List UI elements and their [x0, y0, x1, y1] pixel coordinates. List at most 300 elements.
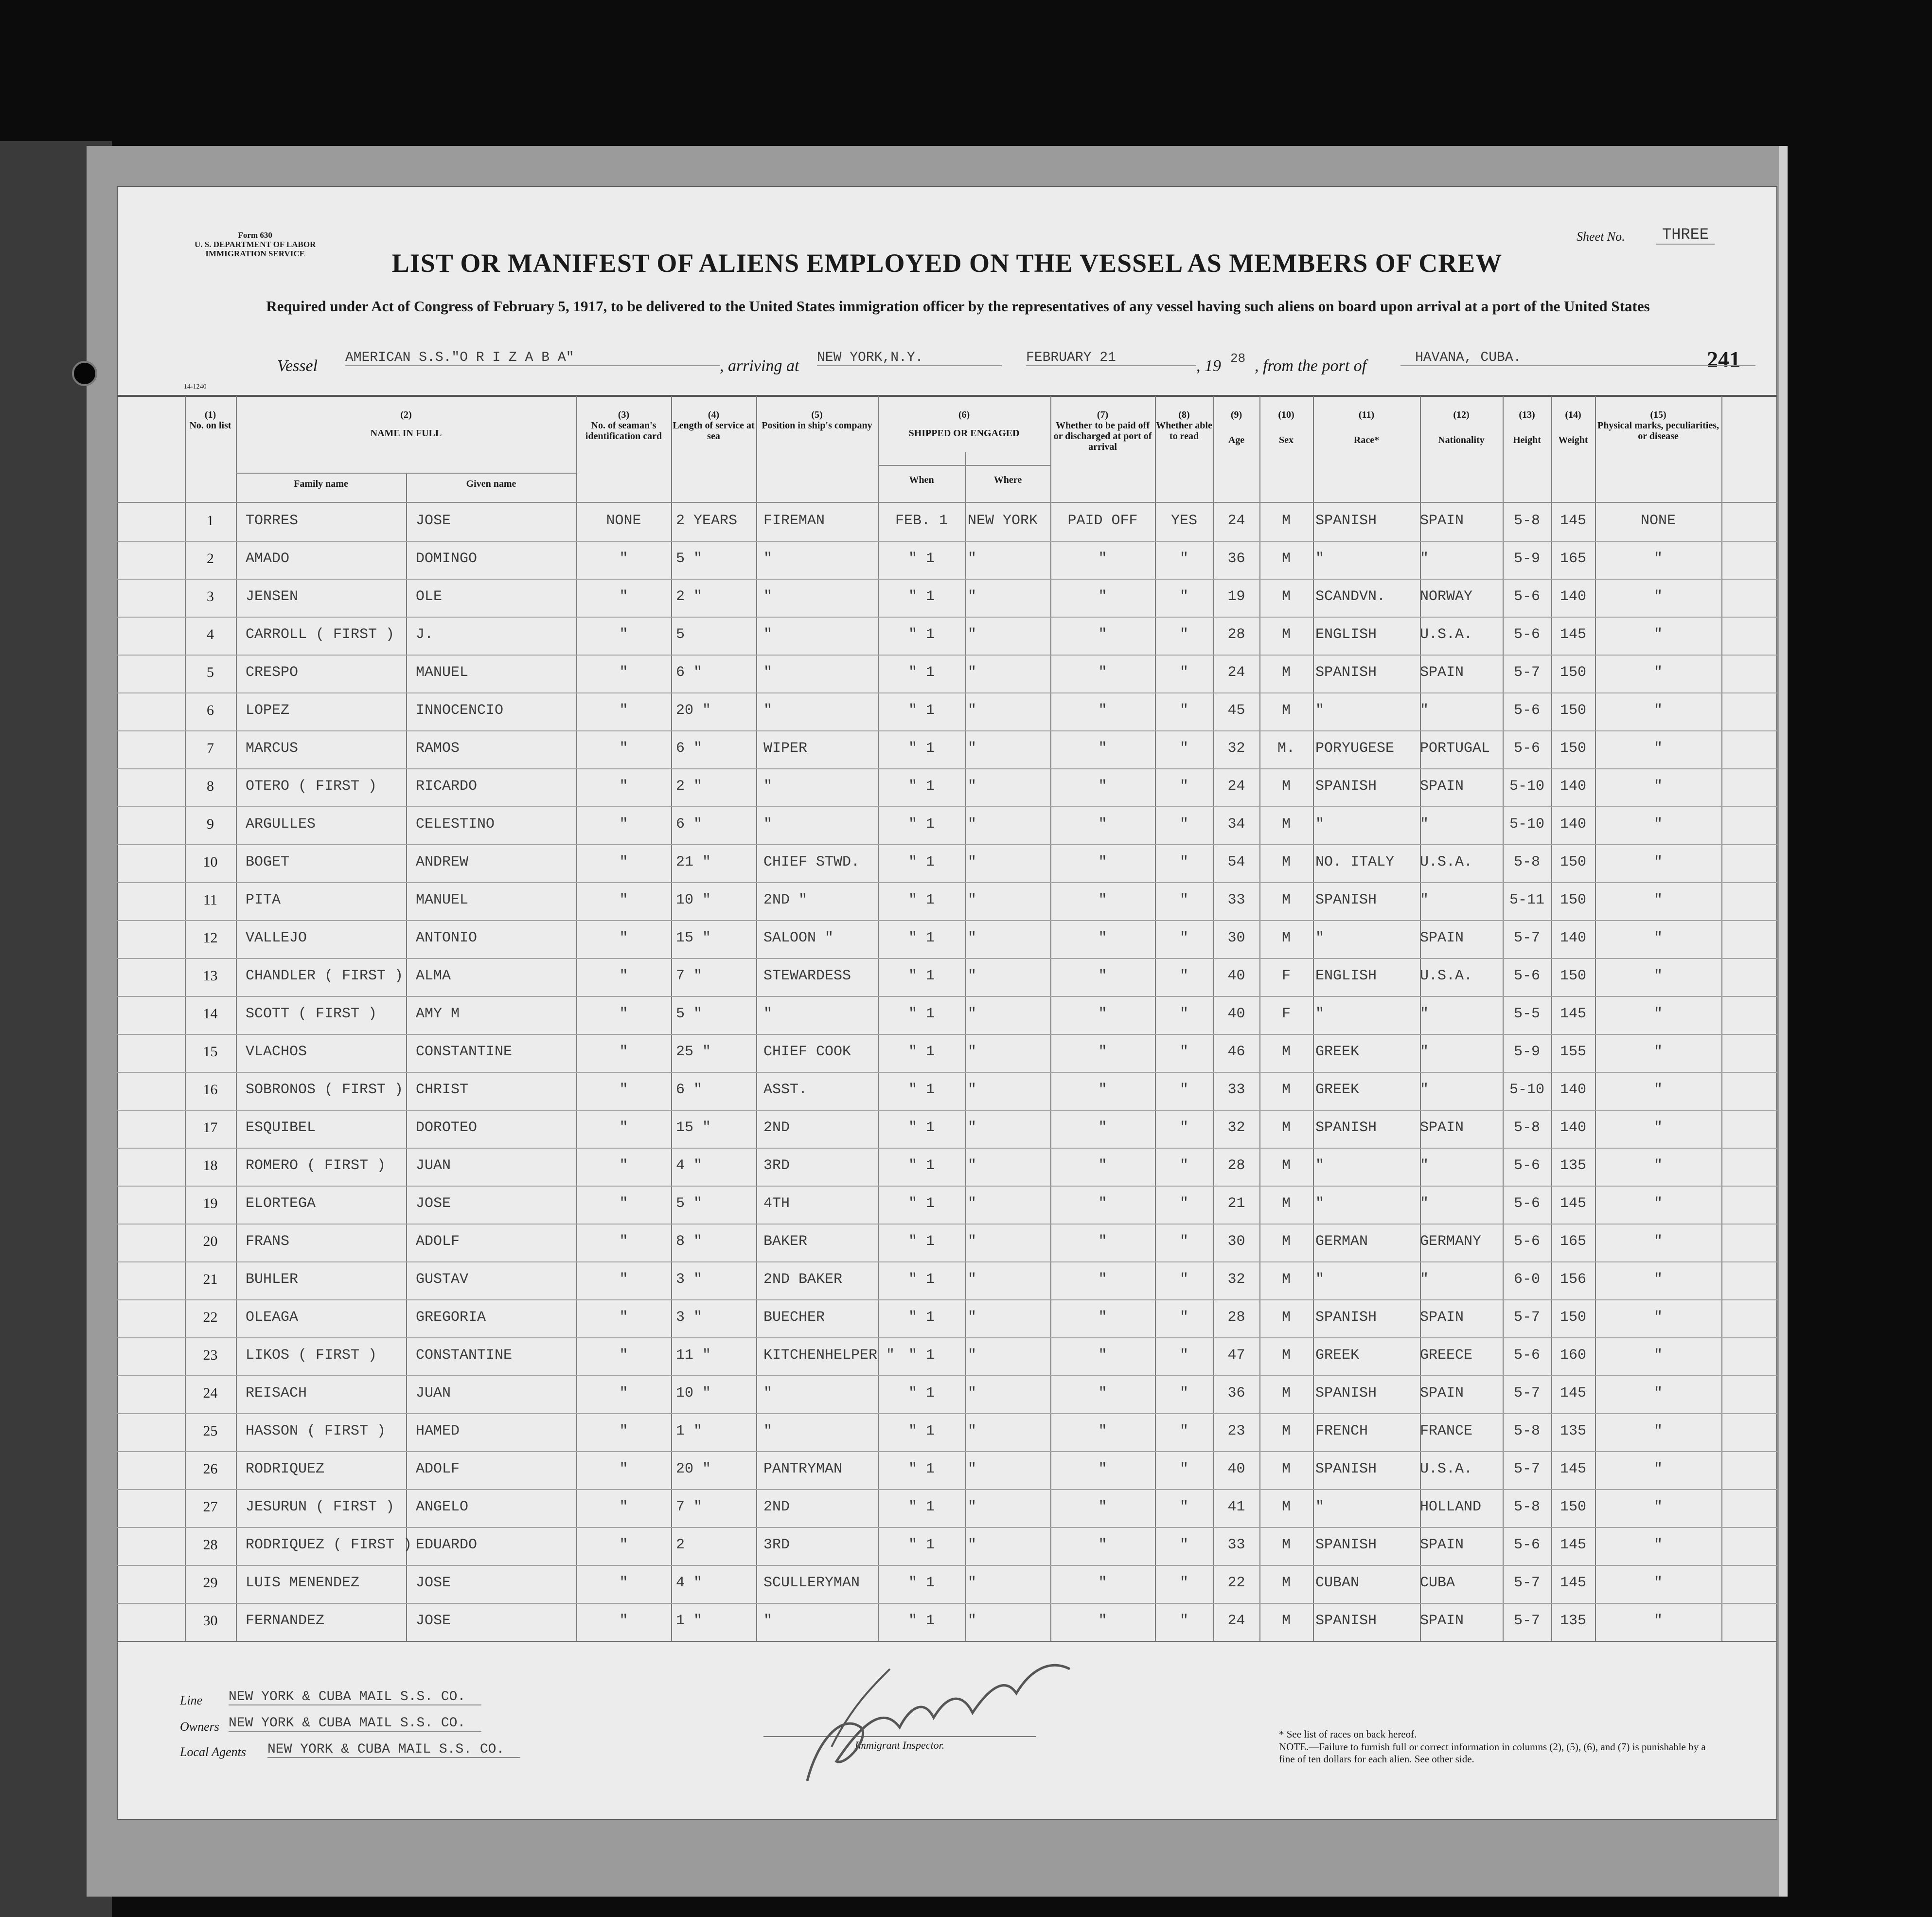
cell-paid: " — [1098, 1575, 1107, 1591]
cell-no: 3 — [207, 588, 214, 604]
table-row — [117, 1565, 1777, 1604]
col-age-header: (9) Age — [1228, 409, 1245, 445]
cell-nationality: FRANCE — [1420, 1423, 1473, 1439]
cell-race: SPANISH — [1315, 892, 1377, 908]
cell-where: " — [968, 1157, 977, 1174]
cell-position: 4TH — [763, 1195, 790, 1212]
cell-service: 7 " — [676, 1499, 703, 1515]
cell-given: CONSTANTINE — [416, 1347, 513, 1364]
cell-age: 34 — [1227, 816, 1245, 833]
cell-no: 1 — [207, 513, 214, 529]
col-family-header: Family name — [294, 479, 348, 489]
cell-paid: " — [1098, 1271, 1107, 1288]
cell-where: " — [968, 892, 977, 908]
table-row — [117, 1148, 1777, 1187]
cell-marks: " — [1653, 1233, 1663, 1250]
cell-read: " — [1179, 1347, 1188, 1364]
arriving-label: , arriving at — [720, 357, 799, 375]
cell-family: BUHLER — [246, 1271, 299, 1288]
cell-marks: " — [1653, 1195, 1663, 1212]
cell-height: 5-6 — [1513, 740, 1540, 757]
cell-height: 5-6 — [1513, 1157, 1540, 1174]
cell-where: " — [968, 1499, 977, 1515]
cell-marks: " — [1653, 550, 1663, 567]
table-row — [117, 579, 1777, 618]
cell-nationality: SPAIN — [1420, 930, 1464, 946]
cell-no: 8 — [207, 778, 214, 794]
cell-age: 24 — [1227, 513, 1245, 529]
cell-given: ANTONIO — [416, 930, 478, 946]
cell-age: 32 — [1227, 1271, 1245, 1288]
cell-nationality: SPAIN — [1420, 1613, 1464, 1629]
owners-label: Owners — [180, 1720, 219, 1734]
from-label: , from the port of — [1255, 357, 1367, 375]
cell-sex: M — [1281, 513, 1291, 529]
col-sex-header: (10) Sex — [1278, 409, 1294, 445]
cell-paid: " — [1098, 1233, 1107, 1250]
cell-weight: 155 — [1560, 1044, 1586, 1060]
cell-service: 21 " — [676, 854, 711, 870]
cell-age: 28 — [1227, 1309, 1245, 1326]
arriving-port: NEW YORK,N.Y. — [817, 350, 1002, 366]
cell-sex: M — [1281, 1157, 1291, 1174]
cell-given: GREGORIA — [416, 1309, 486, 1326]
cell-read: " — [1179, 1157, 1188, 1174]
cell-paid: " — [1098, 1385, 1107, 1402]
cell-when: " 1 — [908, 1271, 935, 1288]
cell-position: 2ND — [763, 1499, 790, 1515]
cell-marks: " — [1653, 1271, 1663, 1288]
cell-given: MANUEL — [416, 664, 469, 681]
cell-no: 7 — [207, 740, 214, 756]
cell-family: RODRIQUEZ — [246, 1461, 325, 1477]
cell-weight: 140 — [1560, 930, 1586, 946]
cell-position: " — [763, 1613, 773, 1629]
cell-paid: PAID OFF — [1067, 513, 1138, 529]
cell-marks: NONE — [1640, 513, 1676, 529]
cell-race: PORYUGESE — [1315, 740, 1395, 757]
cell-weight: 165 — [1560, 550, 1586, 567]
cell-where: " — [968, 816, 977, 833]
col-when-header: When — [909, 475, 934, 485]
cell-where: " — [968, 626, 977, 643]
cell-race: " — [1315, 1271, 1325, 1288]
cell-card: " — [619, 588, 628, 605]
cell-card: " — [619, 1347, 628, 1364]
cell-marks: " — [1653, 740, 1663, 757]
cell-read: " — [1179, 892, 1188, 908]
cell-no: 17 — [203, 1119, 218, 1136]
cell-weight: 150 — [1560, 740, 1586, 757]
cell-sex: M — [1281, 854, 1291, 870]
cell-when: " 1 — [908, 588, 935, 605]
cell-read: " — [1179, 626, 1188, 643]
cell-family: CARROLL ( FIRST ) — [246, 626, 395, 643]
table-row — [117, 1375, 1777, 1414]
cell-given: INNOCENCIO — [416, 702, 504, 719]
cell-race: SPANISH — [1315, 1461, 1377, 1477]
cell-race: " — [1315, 1499, 1325, 1515]
cell-position: SALOON " — [763, 930, 834, 946]
cell-service: 5 " — [676, 1006, 703, 1022]
cell-position: " — [763, 816, 773, 833]
cell-paid: " — [1098, 740, 1107, 757]
cell-marks: " — [1653, 1385, 1663, 1402]
cell-weight: 145 — [1560, 1006, 1586, 1022]
cell-no: 15 — [203, 1044, 218, 1060]
cell-card: " — [619, 892, 628, 908]
cell-no: 16 — [203, 1082, 218, 1098]
cell-read: " — [1179, 1309, 1188, 1326]
cell-nationality: GREECE — [1420, 1347, 1473, 1364]
cell-when: " 1 — [908, 854, 935, 870]
cell-position: ASST. — [763, 1082, 808, 1098]
cell-service: 15 " — [676, 1119, 711, 1136]
cell-nationality: SPAIN — [1420, 1309, 1464, 1326]
cell-family: BOGET — [246, 854, 290, 870]
cell-sex: M — [1281, 626, 1291, 643]
cell-race: GERMAN — [1315, 1233, 1368, 1250]
cell-no: 6 — [207, 702, 214, 718]
col-read-header: (8) Whether able to read — [1156, 409, 1212, 442]
cell-no: 10 — [203, 854, 218, 870]
cell-family: JENSEN — [246, 588, 299, 605]
cell-weight: 150 — [1560, 702, 1586, 719]
cell-when: " 1 — [908, 1044, 935, 1060]
cell-paid: " — [1098, 1044, 1107, 1060]
cell-sex: F — [1281, 1006, 1291, 1022]
cell-paid: " — [1098, 816, 1107, 833]
cell-family: OTERO ( FIRST ) — [246, 778, 377, 795]
cell-family: LIKOS ( FIRST ) — [246, 1347, 377, 1364]
cell-service: 6 " — [676, 740, 703, 757]
cell-paid: " — [1098, 854, 1107, 870]
cell-when: " 1 — [908, 702, 935, 719]
cell-marks: " — [1653, 778, 1663, 795]
cell-weight: 145 — [1560, 626, 1586, 643]
cell-age: 30 — [1227, 930, 1245, 946]
cell-nationality: SPAIN — [1420, 1385, 1464, 1402]
cell-paid: " — [1098, 550, 1107, 567]
cell-age: 21 — [1227, 1195, 1245, 1212]
cell-when: " 1 — [908, 1195, 935, 1212]
cell-height: 5-6 — [1513, 702, 1540, 719]
cell-race: ENGLISH — [1315, 968, 1377, 984]
cell-weight: 140 — [1560, 778, 1586, 795]
cell-weight: 140 — [1560, 816, 1586, 833]
cell-family: RODRIQUEZ ( FIRST ) — [246, 1537, 412, 1553]
cell-marks: " — [1653, 1006, 1663, 1022]
cell-read: " — [1179, 702, 1188, 719]
col-height-header: (13) Height — [1513, 409, 1541, 445]
cell-height: 5-10 — [1509, 1082, 1544, 1098]
cell-when: " 1 — [908, 1461, 935, 1477]
stamp-number: 241 — [1707, 347, 1740, 372]
cell-nationality: GERMANY — [1420, 1233, 1482, 1250]
cell-nationality: SPAIN — [1420, 778, 1464, 795]
cell-given: ALMA — [416, 968, 451, 984]
cell-age: 36 — [1227, 550, 1245, 567]
cell-weight: 135 — [1560, 1423, 1586, 1439]
cell-nationality: U.S.A. — [1420, 626, 1473, 643]
cell-when: " 1 — [908, 1423, 935, 1439]
cell-marks: " — [1653, 702, 1663, 719]
cell-sex: M — [1281, 550, 1291, 567]
cell-where: " — [968, 702, 977, 719]
col-service-header: (4) Length of service at sea — [673, 409, 755, 442]
cell-position: " — [763, 1006, 773, 1022]
cell-given: CONSTANTINE — [416, 1044, 513, 1060]
header-rule — [117, 395, 1777, 397]
cell-marks: " — [1653, 1575, 1663, 1591]
cell-card: " — [619, 1575, 628, 1591]
cell-marks: " — [1653, 968, 1663, 984]
cell-where: " — [968, 1271, 977, 1288]
cell-family: SCOTT ( FIRST ) — [246, 1006, 377, 1022]
cell-read: " — [1179, 1575, 1188, 1591]
cell-position: PANTRYMAN — [763, 1461, 843, 1477]
cell-marks: " — [1653, 1157, 1663, 1174]
cell-family: AMADO — [246, 550, 290, 567]
cell-position: " — [763, 702, 773, 719]
cell-service: 25 " — [676, 1044, 711, 1060]
cell-nationality: " — [1420, 702, 1429, 719]
cell-given: JUAN — [416, 1157, 451, 1174]
cell-service: 2 " — [676, 778, 703, 795]
cell-family: HASSON ( FIRST ) — [246, 1423, 386, 1439]
cell-race: SPANISH — [1315, 1309, 1377, 1326]
cell-race: " — [1315, 550, 1325, 567]
cell-family: TORRES — [246, 513, 299, 529]
table-row — [117, 617, 1777, 656]
cell-family: JESURUN ( FIRST ) — [246, 1499, 395, 1515]
cell-sex: M — [1281, 778, 1291, 795]
table-row — [117, 1337, 1777, 1376]
cell-when: " 1 — [908, 1082, 935, 1098]
cell-height: 5-8 — [1513, 513, 1540, 529]
cell-height: 5-8 — [1513, 1423, 1540, 1439]
cell-family: CHANDLER ( FIRST ) — [246, 968, 404, 984]
cell-position: " — [763, 1385, 773, 1402]
agents-value: NEW YORK & CUBA MAIL S.S. CO. — [267, 1742, 520, 1758]
inspector-signature — [788, 1640, 1128, 1795]
line-label: Line — [180, 1693, 203, 1707]
table-row — [117, 1527, 1777, 1566]
cell-paid: " — [1098, 664, 1107, 681]
cell-card: " — [619, 816, 628, 833]
cell-position: " — [763, 588, 773, 605]
cell-marks: " — [1653, 892, 1663, 908]
cell-read: " — [1179, 968, 1188, 984]
cell-where: " — [968, 1233, 977, 1250]
cell-given: J. — [416, 626, 434, 643]
cell-given: CHRIST — [416, 1082, 469, 1098]
cell-given: JOSE — [416, 513, 451, 529]
cell-service: 5 — [676, 626, 685, 643]
cell-where: " — [968, 1006, 977, 1022]
line-value: NEW YORK & CUBA MAIL S.S. CO. — [229, 1689, 481, 1705]
cell-sex: M — [1281, 702, 1291, 719]
col-given-header: Given name — [466, 479, 516, 489]
table-row — [117, 1034, 1777, 1073]
cell-position: " — [763, 1423, 773, 1439]
owners-value: NEW YORK & CUBA MAIL S.S. CO. — [229, 1716, 481, 1732]
cell-given: JUAN — [416, 1385, 451, 1402]
cell-nationality: " — [1420, 1195, 1429, 1212]
cell-when: FEB. 1 — [895, 513, 948, 529]
cell-position: 2ND — [763, 1119, 790, 1136]
cell-read: " — [1179, 1119, 1188, 1136]
table-row — [117, 692, 1777, 731]
cell-marks: " — [1653, 854, 1663, 870]
cell-card: " — [619, 1499, 628, 1515]
cell-paid: " — [1098, 778, 1107, 795]
cell-read: " — [1179, 1461, 1188, 1477]
table-row — [117, 1413, 1777, 1452]
cell-where: " — [968, 1309, 977, 1326]
cell-height: 5-10 — [1509, 778, 1544, 795]
cell-paid: " — [1098, 1461, 1107, 1477]
cell-position: 3RD — [763, 1537, 790, 1553]
cell-marks: " — [1653, 1499, 1663, 1515]
cell-weight: 165 — [1560, 1233, 1586, 1250]
cell-position: 3RD — [763, 1157, 790, 1174]
cell-age: 22 — [1227, 1575, 1245, 1591]
cell-card: " — [619, 1309, 628, 1326]
cell-read: YES — [1170, 513, 1197, 529]
sheet-number: THREE — [1656, 226, 1715, 245]
cell-nationality: PORTUGAL — [1420, 740, 1490, 757]
col-race-header: (11) Race* — [1353, 409, 1380, 445]
cell-paid: " — [1098, 1195, 1107, 1212]
cell-height: 5-6 — [1513, 1195, 1540, 1212]
cell-no: 26 — [203, 1461, 218, 1477]
cell-card: " — [619, 1461, 628, 1477]
cell-paid: " — [1098, 588, 1107, 605]
cell-race: SPANISH — [1315, 513, 1377, 529]
cell-given: ANGELO — [416, 1499, 469, 1515]
cell-given: JOSE — [416, 1575, 451, 1591]
cell-sex: M — [1281, 1082, 1291, 1098]
cell-service: 6 " — [676, 816, 703, 833]
cell-age: 23 — [1227, 1423, 1245, 1439]
cell-where: " — [968, 930, 977, 946]
cell-no: 12 — [203, 930, 218, 946]
cell-marks: " — [1653, 1613, 1663, 1629]
cell-given: JOSE — [416, 1613, 451, 1629]
cell-when: " 1 — [908, 1385, 935, 1402]
cell-paid: " — [1098, 1309, 1107, 1326]
service: IMMIGRATION SERVICE — [205, 249, 305, 258]
cell-nationality: HOLLAND — [1420, 1499, 1482, 1515]
cell-no: 21 — [203, 1271, 218, 1287]
table-row — [117, 920, 1777, 959]
cell-weight: 150 — [1560, 1309, 1586, 1326]
cell-nationality: " — [1420, 1044, 1429, 1060]
cell-when: " 1 — [908, 1537, 935, 1553]
cell-read: " — [1179, 550, 1188, 567]
cell-when: " 1 — [908, 1575, 935, 1591]
cell-age: 30 — [1227, 1233, 1245, 1250]
cell-no: 23 — [203, 1347, 218, 1363]
cell-sex: M — [1281, 816, 1291, 833]
cell-card: " — [619, 1271, 628, 1288]
cell-position: CHIEF COOK — [763, 1044, 851, 1060]
cell-where: " — [968, 1613, 977, 1629]
cell-when: " 1 — [908, 626, 935, 643]
cell-position: BUECHER — [763, 1309, 825, 1326]
cell-where: " — [968, 1461, 977, 1477]
cell-service: 20 " — [676, 1461, 711, 1477]
cell-height: 5-6 — [1513, 588, 1540, 605]
cell-position: " — [763, 778, 773, 795]
cell-service: 2 YEARS — [676, 513, 738, 529]
cell-family: LOPEZ — [246, 702, 290, 719]
cell-sex: M — [1281, 1613, 1291, 1629]
cell-when: " 1 — [908, 740, 935, 757]
cell-height: 5-7 — [1513, 664, 1540, 681]
cell-where: " — [968, 1044, 977, 1060]
cell-height: 5-6 — [1513, 1233, 1540, 1250]
cell-card: " — [619, 664, 628, 681]
cell-nationality: " — [1420, 550, 1429, 567]
col-marks-header: (15) Physical marks, peculiarities, or disease — [1597, 409, 1719, 442]
cell-marks: " — [1653, 1537, 1663, 1553]
cell-read: " — [1179, 1499, 1188, 1515]
cell-given: ADOLF — [416, 1461, 460, 1477]
table-row — [117, 503, 1777, 542]
cell-when: " 1 — [908, 1309, 935, 1326]
cell-read: " — [1179, 930, 1188, 946]
cell-service: 1 " — [676, 1613, 703, 1629]
cell-when: " 1 — [908, 1157, 935, 1174]
cell-age: 40 — [1227, 968, 1245, 984]
cell-paid: " — [1098, 1423, 1107, 1439]
cell-age: 24 — [1227, 778, 1245, 795]
cell-service: 11 " — [676, 1347, 711, 1364]
cell-no: 9 — [207, 816, 214, 832]
cell-position: BAKER — [763, 1233, 808, 1250]
cell-height: 5-6 — [1513, 1347, 1540, 1364]
cell-height: 5-7 — [1513, 1309, 1540, 1326]
cell-family: PITA — [246, 892, 281, 908]
table-row — [117, 768, 1777, 807]
cell-age: 36 — [1227, 1385, 1245, 1402]
cell-marks: " — [1653, 664, 1663, 681]
sub-header-rule — [878, 465, 1050, 466]
cell-age: 46 — [1227, 1044, 1245, 1060]
cell-service: 2 — [676, 1537, 685, 1553]
inspector-label: Immigrant Inspector. — [763, 1736, 1036, 1752]
cell-race: " — [1315, 1006, 1325, 1022]
table-row — [117, 1224, 1777, 1262]
cell-height: 5-9 — [1513, 550, 1540, 567]
cell-service: 5 " — [676, 1195, 703, 1212]
cell-family: REISACH — [246, 1385, 307, 1402]
table-row — [117, 882, 1777, 921]
cell-height: 5-8 — [1513, 1499, 1540, 1515]
cell-marks: " — [1653, 1309, 1663, 1326]
cell-card: " — [619, 1044, 628, 1060]
cell-where: " — [968, 740, 977, 757]
cell-sex: M — [1281, 1195, 1291, 1212]
cell-sex: M. — [1277, 740, 1295, 757]
cell-service: 6 " — [676, 664, 703, 681]
cell-card: " — [619, 1119, 628, 1136]
cell-given: RICARDO — [416, 778, 478, 795]
cell-sex: M — [1281, 1499, 1291, 1515]
cell-no: 4 — [207, 626, 214, 642]
